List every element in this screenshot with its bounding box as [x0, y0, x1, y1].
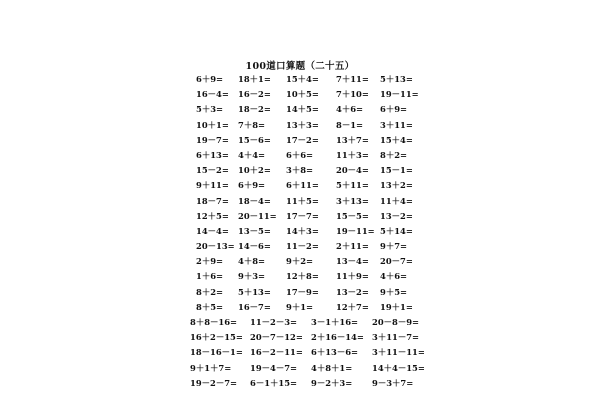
arithmetic-problem: 11＋4=: [380, 195, 413, 206]
arithmetic-problem: 13＋2=: [380, 180, 413, 191]
problem-row: [0, 194, 600, 209]
problem-row: [0, 148, 600, 163]
arithmetic-problem: 4＋8＋1=: [311, 362, 353, 373]
arithmetic-problem: 16－7=: [238, 301, 271, 312]
arithmetic-problem: 5＋13=: [380, 74, 413, 84]
arithmetic-problem: 4＋8=: [238, 256, 266, 267]
arithmetic-problem: 6＋11=: [286, 180, 319, 191]
arithmetic-problem: 9＋1=: [286, 301, 314, 312]
problem-row: [0, 118, 600, 133]
problem-row: [0, 254, 600, 269]
arithmetic-problem: 7＋8=: [238, 119, 266, 130]
arithmetic-problem: 4＋4=: [238, 149, 266, 160]
arithmetic-problem: 18－4=: [238, 195, 271, 206]
arithmetic-problem: 13＋3=: [286, 119, 319, 130]
arithmetic-problem: 13－4=: [336, 256, 369, 267]
problem-row: [0, 330, 600, 345]
problem-row: [0, 376, 600, 391]
arithmetic-problem: 17－7=: [286, 210, 319, 221]
arithmetic-problem: 11＋9=: [336, 271, 369, 282]
arithmetic-problem: 5＋3=: [196, 104, 224, 115]
problem-row: [0, 133, 600, 148]
arithmetic-problem: 15－2=: [196, 165, 229, 176]
arithmetic-problem: 20－8－9=: [372, 317, 420, 327]
problem-row: [0, 102, 600, 117]
arithmetic-problem: 14＋5=: [286, 104, 319, 115]
arithmetic-problem: 5＋11=: [336, 180, 369, 191]
problem-row: [0, 345, 600, 360]
arithmetic-problem: 15－6=: [238, 134, 271, 145]
arithmetic-problem: 20－13=: [196, 241, 235, 252]
problem-row: [0, 163, 600, 178]
arithmetic-problem: 13＋7=: [336, 134, 369, 145]
arithmetic-problem: 14＋4－15=: [372, 362, 425, 373]
arithmetic-problem: 4＋6=: [380, 271, 408, 282]
arithmetic-problem: 3＋11－7=: [372, 332, 420, 343]
arithmetic-problem: 20－4=: [336, 165, 369, 176]
arithmetic-problem: 3＋11－11=: [372, 347, 425, 358]
arithmetic-problem: 19－11=: [336, 225, 375, 236]
arithmetic-problem: 12＋8=: [286, 271, 319, 282]
arithmetic-problem: 12＋5=: [196, 210, 229, 221]
arithmetic-problem: 5＋14=: [380, 225, 413, 236]
arithmetic-problem: 16＋2－15=: [190, 332, 243, 343]
arithmetic-problem: 8＋8－16=: [190, 317, 238, 327]
arithmetic-problem: 8＋2=: [196, 286, 224, 297]
arithmetic-problem: 2＋11=: [336, 241, 369, 252]
arithmetic-problem: 18－7=: [196, 195, 229, 206]
problem-row: [0, 315, 600, 330]
arithmetic-problem: 20－7=: [380, 256, 413, 267]
arithmetic-problem: 7＋10=: [336, 89, 369, 100]
arithmetic-problem: 13－5=: [238, 225, 271, 236]
arithmetic-problem: 19－4－7=: [250, 362, 298, 373]
problem-row: [0, 239, 600, 254]
arithmetic-problem: 10＋1=: [196, 119, 229, 130]
arithmetic-problem: 16－2=: [238, 89, 271, 100]
arithmetic-problem: 6＋9=: [196, 74, 224, 84]
arithmetic-problem: 6＋9=: [238, 180, 266, 191]
arithmetic-problem: 14＋3=: [286, 225, 319, 236]
arithmetic-problem: 19－11=: [380, 89, 419, 100]
arithmetic-problem: 19－2－7=: [190, 377, 238, 388]
arithmetic-problem: 15＋4=: [380, 134, 413, 145]
arithmetic-problem: 6＋9=: [380, 104, 408, 115]
arithmetic-problem: 9＋3=: [238, 271, 266, 282]
arithmetic-problem: 14－4=: [196, 225, 229, 236]
arithmetic-problem: 6－1＋15=: [250, 377, 298, 388]
arithmetic-problem: 20－11=: [238, 210, 277, 221]
problem-row: [0, 209, 600, 224]
arithmetic-problem: 9＋2=: [286, 256, 314, 267]
problem-row: [0, 361, 600, 376]
arithmetic-problem: 11－2－3=: [250, 317, 298, 327]
arithmetic-problem: 1＋6=: [196, 271, 224, 282]
problem-row: [0, 285, 600, 300]
arithmetic-problem: 11＋5=: [286, 195, 319, 206]
arithmetic-problem: 5＋13=: [238, 286, 271, 297]
arithmetic-problem: 20－7－12=: [250, 332, 303, 343]
arithmetic-problem: 18＋1=: [238, 74, 271, 84]
problem-row: [0, 300, 600, 315]
arithmetic-problem: 9＋7=: [380, 241, 408, 252]
arithmetic-problem: 9＋11=: [196, 180, 229, 191]
problem-row: [0, 72, 600, 87]
arithmetic-problem: 18－16－1=: [190, 347, 243, 358]
arithmetic-problem: 10＋2=: [238, 165, 271, 176]
arithmetic-problem: 2＋9=: [196, 256, 224, 267]
problem-row: [0, 178, 600, 193]
problem-grid: [0, 72, 600, 391]
problem-row: [0, 224, 600, 239]
arithmetic-problem: 8－1=: [336, 119, 364, 130]
problem-row: [0, 87, 600, 102]
arithmetic-problem: 15－1=: [380, 165, 413, 176]
arithmetic-problem: 3＋11=: [380, 119, 413, 130]
arithmetic-problem: 9＋5=: [380, 286, 408, 297]
arithmetic-problem: 18－2=: [238, 104, 271, 115]
arithmetic-problem: 15＋4=: [286, 74, 319, 84]
arithmetic-problem: 9－2＋3=: [311, 377, 353, 388]
arithmetic-problem: 13－2=: [380, 210, 413, 221]
arithmetic-problem: 8＋2=: [380, 149, 408, 160]
arithmetic-problem: 4＋6=: [336, 104, 364, 115]
arithmetic-problem: 11＋3=: [336, 149, 369, 160]
arithmetic-problem: 17－9=: [286, 286, 319, 297]
arithmetic-problem: 10＋5=: [286, 89, 319, 100]
arithmetic-problem: 3－1＋16=: [311, 317, 359, 327]
arithmetic-problem: 6＋13－6=: [311, 347, 359, 358]
arithmetic-problem: 3＋13=: [336, 195, 369, 206]
problem-row: [0, 269, 600, 284]
arithmetic-problem: 15－5=: [336, 210, 369, 221]
arithmetic-problem: 17－2=: [286, 134, 319, 145]
arithmetic-problem: 14－6=: [238, 241, 271, 252]
arithmetic-problem: 2＋16－14=: [311, 332, 364, 343]
arithmetic-problem: 9＋1＋7=: [190, 362, 232, 373]
arithmetic-problem: 16－2－11=: [250, 347, 303, 358]
arithmetic-problem: 9－3＋7=: [372, 377, 414, 388]
arithmetic-problem: 7＋11=: [336, 74, 369, 84]
arithmetic-problem: 8＋5=: [196, 301, 224, 312]
arithmetic-problem: 19－7=: [196, 134, 229, 145]
arithmetic-problem: 3＋8=: [286, 165, 314, 176]
arithmetic-problem: 6＋6=: [286, 149, 314, 160]
arithmetic-problem: 12＋7=: [336, 301, 369, 312]
arithmetic-problem: 19＋1=: [380, 301, 413, 312]
arithmetic-problem: 13－2=: [336, 286, 369, 297]
arithmetic-problem: 11－2=: [286, 241, 319, 252]
arithmetic-problem: 6＋13=: [196, 149, 229, 160]
worksheet-title: 100道口算题（二十五）: [245, 61, 355, 72]
arithmetic-problem: 16－4=: [196, 89, 229, 100]
